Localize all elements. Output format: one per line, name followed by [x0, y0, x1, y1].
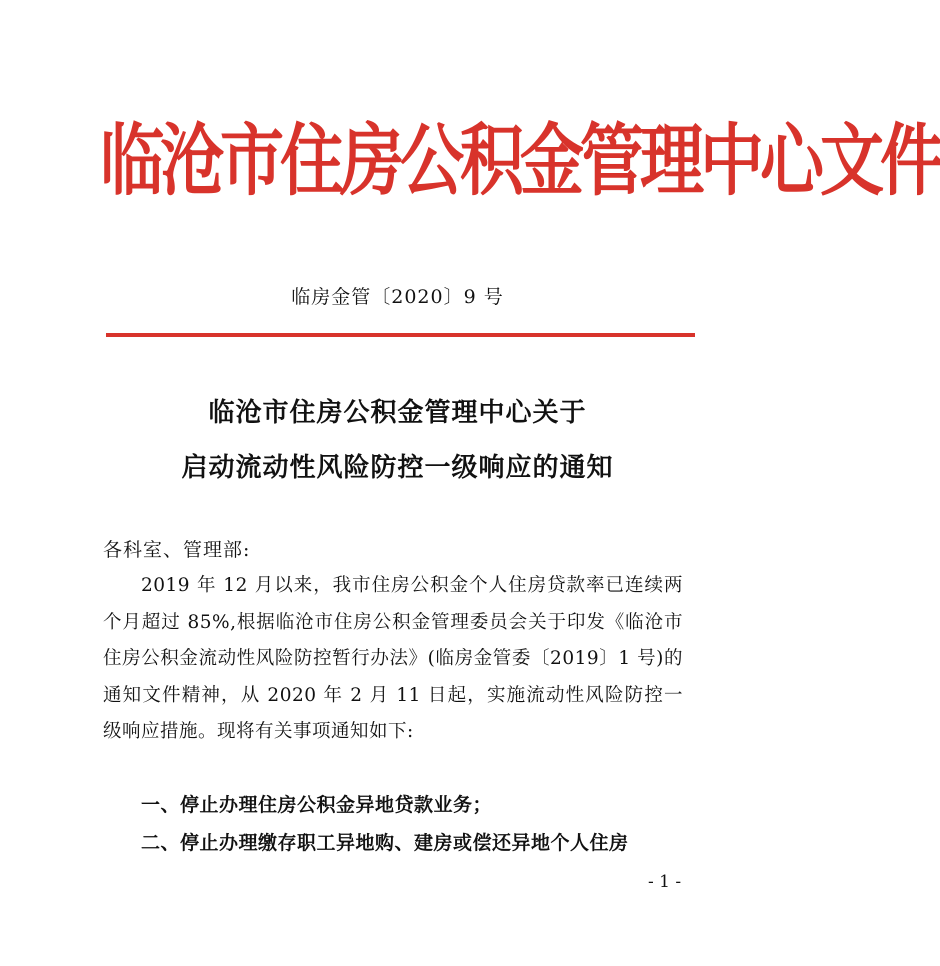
notice-title-line-1: 临沧市住房公积金管理中心关于 — [208, 398, 587, 428]
measure-item-2: 二、停止办理缴存职工异地购、建房或偿还异地个人住房 — [141, 832, 629, 854]
body-paragraph — [103, 568, 683, 751]
document-header-title: 临沧市住房公积金管理中心文件 — [100, 116, 940, 208]
salutation: 各科室、管理部: — [103, 539, 251, 561]
paragraph-text: 2019 年 12 月以来，我市住房公积金个人住房贷款率已连续两个月超过 85%,根据临沧市住房公积金管理委员会关于印发《临沧市住房公积金流动性风险防控暂行办法》(临房金管委〔2019〕1 号)的通知文件精神，从 2020 年 2 月 11 日起，实施流动性风险防控一级响应措施。现将有关事项通知如下: — [103, 575, 683, 742]
notice-title-line-2: 启动流动性风险防控一级响应的通知 — [181, 453, 614, 483]
measure-item-1: 一、停止办理住房公积金异地贷款业务； — [141, 794, 493, 816]
document-number: 临房金管〔2020〕9 号 — [291, 286, 504, 308]
page-number: - 1 - — [648, 872, 682, 892]
red-separator-line — [106, 333, 695, 337]
